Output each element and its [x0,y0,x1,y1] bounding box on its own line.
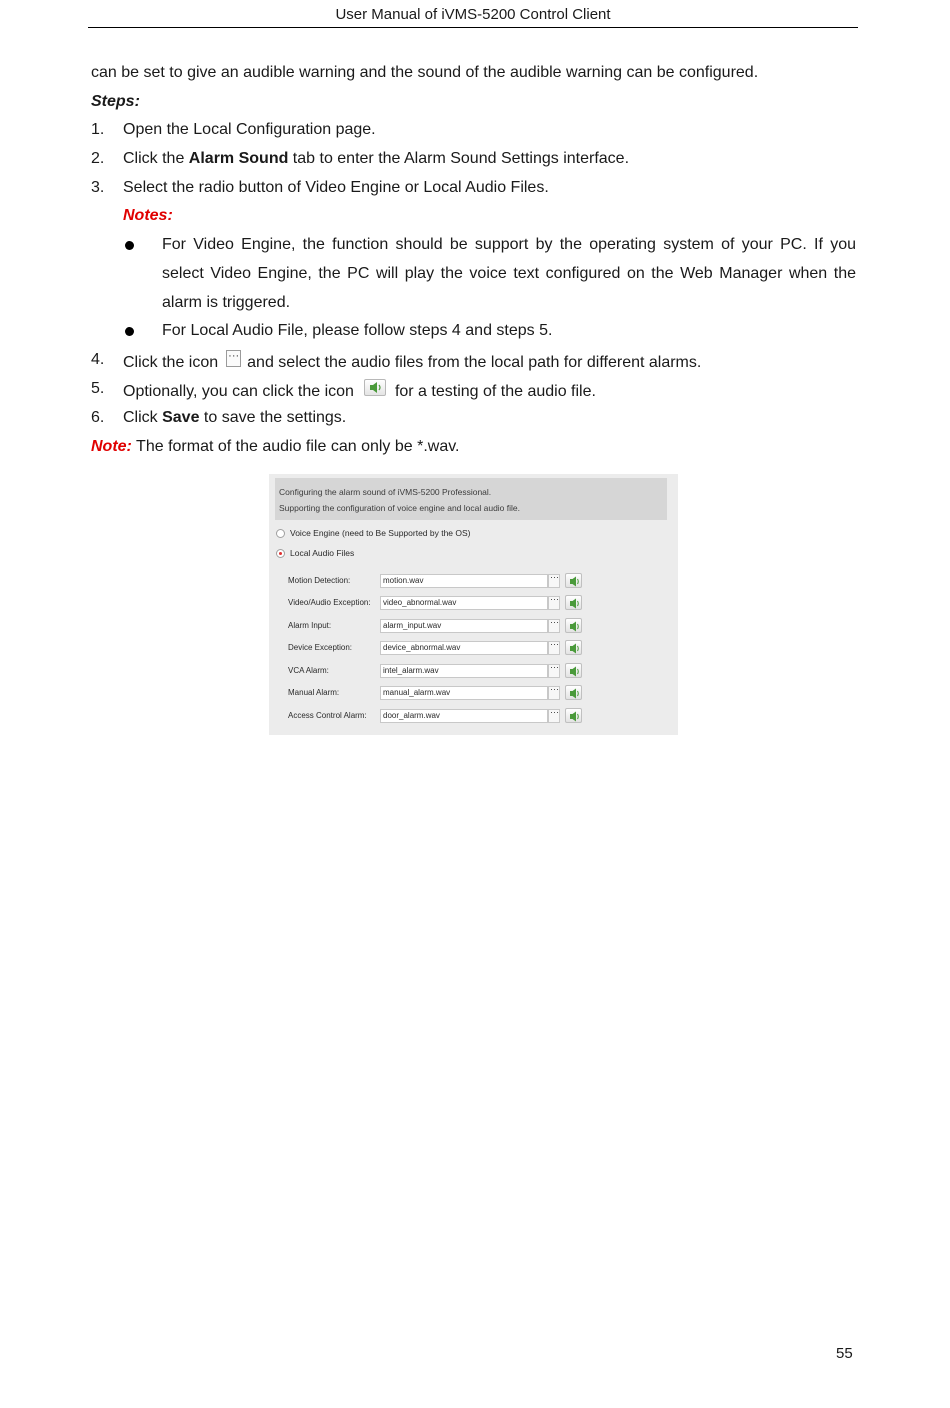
step-text: Open the Local Configuration page. [123,121,376,138]
file-path-input[interactable]: motion.wav [380,574,548,588]
alarm-sound-emphasis: Alarm Sound [188,150,289,167]
step-text [123,149,629,169]
file-path-input[interactable]: video_abnormal.wav [380,596,548,610]
step-text-post: tab to enter the Alarm Sound Settings interface. [288,150,630,167]
note-label: Note: [91,438,132,455]
step-text [123,379,596,402]
step-number: 6. [91,409,105,426]
file-label: Video/Audio Exception: [288,598,371,607]
file-row-motion-detection [288,573,668,589]
file-row-vca-alarm [288,663,668,679]
step-number: 5. [91,380,105,397]
steps-label: Steps: [91,93,140,110]
step-text-post: to save the settings. [199,409,347,426]
play-test-button[interactable] [565,618,582,633]
file-path-input[interactable]: manual_alarm.wav [380,686,548,700]
bullet-dot-icon [125,327,134,336]
screenshot-info-box [275,478,667,520]
browse-button[interactable] [548,574,560,588]
file-row-alarm-input [288,618,668,634]
step-number: 4. [91,351,105,368]
step-text-post: and select the audio files from the local path for different alarms. [247,354,702,371]
speaker-test-icon [364,379,386,396]
browse-button[interactable] [548,686,560,700]
step-text-pre: Optionally, you can click the icon [123,383,354,400]
browse-button[interactable] [548,709,560,723]
page-header: User Manual of iVMS-5200 Control Client [88,5,858,28]
play-test-button[interactable] [565,595,582,610]
step-number: 3. [91,179,105,196]
step-number: 1. [91,121,105,138]
radio-label: Voice Engine (need to Be Supported by the OS) [290,528,471,538]
file-label: Alarm Input: [288,621,332,630]
note-text: For Local Audio File, please follow steps 4 and steps 5. [162,322,553,339]
file-label: Access Control Alarm: [288,711,367,720]
step-number: 2. [91,150,105,167]
step-text: Select the radio button of Video Engine or Local Audio Files. [123,179,549,196]
format-note [91,437,459,457]
page-number: 55 [836,1345,853,1362]
file-path-input[interactable]: door_alarm.wav [380,709,548,723]
play-test-button[interactable] [565,685,582,700]
file-label: Motion Detection: [288,576,351,585]
browse-button[interactable] [548,596,560,610]
file-label: Manual Alarm: [288,688,340,697]
step-text-post: for a testing of the audio file. [394,383,596,400]
play-test-button[interactable] [565,708,582,723]
info-line-2: Supporting the configuration of voice engine and local audio file. [279,503,521,513]
step-text [123,408,346,428]
info-line-1: Configuring the alarm sound of iVMS-5200 Professional. [279,487,492,497]
browse-dots-icon [226,350,241,367]
alarm-sound-screenshot [269,474,678,735]
file-row-video-audio-exception [288,595,668,611]
step-text-pre: Click [123,409,163,426]
file-label: Device Exception: [288,643,353,652]
step-text [123,350,701,373]
play-test-button[interactable] [565,573,582,588]
file-row-device-exception [288,640,668,656]
file-path-input[interactable]: alarm_input.wav [380,619,548,633]
file-row-manual-alarm [288,685,668,701]
play-test-button[interactable] [565,640,582,655]
browse-button[interactable] [548,641,560,655]
radio-button[interactable] [276,549,285,558]
bullet-dot-icon [125,241,134,250]
file-label: VCA Alarm: [288,666,329,675]
file-path-input[interactable]: device_abnormal.wav [380,641,548,655]
radio-label: Local Audio Files [290,548,355,558]
intro-text: can be set to give an audible warning and the sound of the audible warning can be configured. [91,64,759,81]
notes-label: Notes: [123,207,173,224]
browse-button[interactable] [548,664,560,678]
browse-button[interactable] [548,619,560,633]
note-text: The format of the audio file can only be *.wav. [131,438,460,455]
save-emphasis: Save [162,409,200,426]
note-text: For Video Engine, the function should be support by the operating system of your PC. If you select Video Engine, the PC will play the voice text configured on the Web Manager when the alarm is triggered. [162,236,856,311]
radio-button[interactable] [276,529,285,538]
play-test-button[interactable] [565,663,582,678]
file-path-input[interactable]: intel_alarm.wav [380,664,548,678]
file-row-access-control-alarm [288,708,668,724]
step-text-pre: Click the icon [123,354,219,371]
step-text-pre: Click the [123,150,189,167]
